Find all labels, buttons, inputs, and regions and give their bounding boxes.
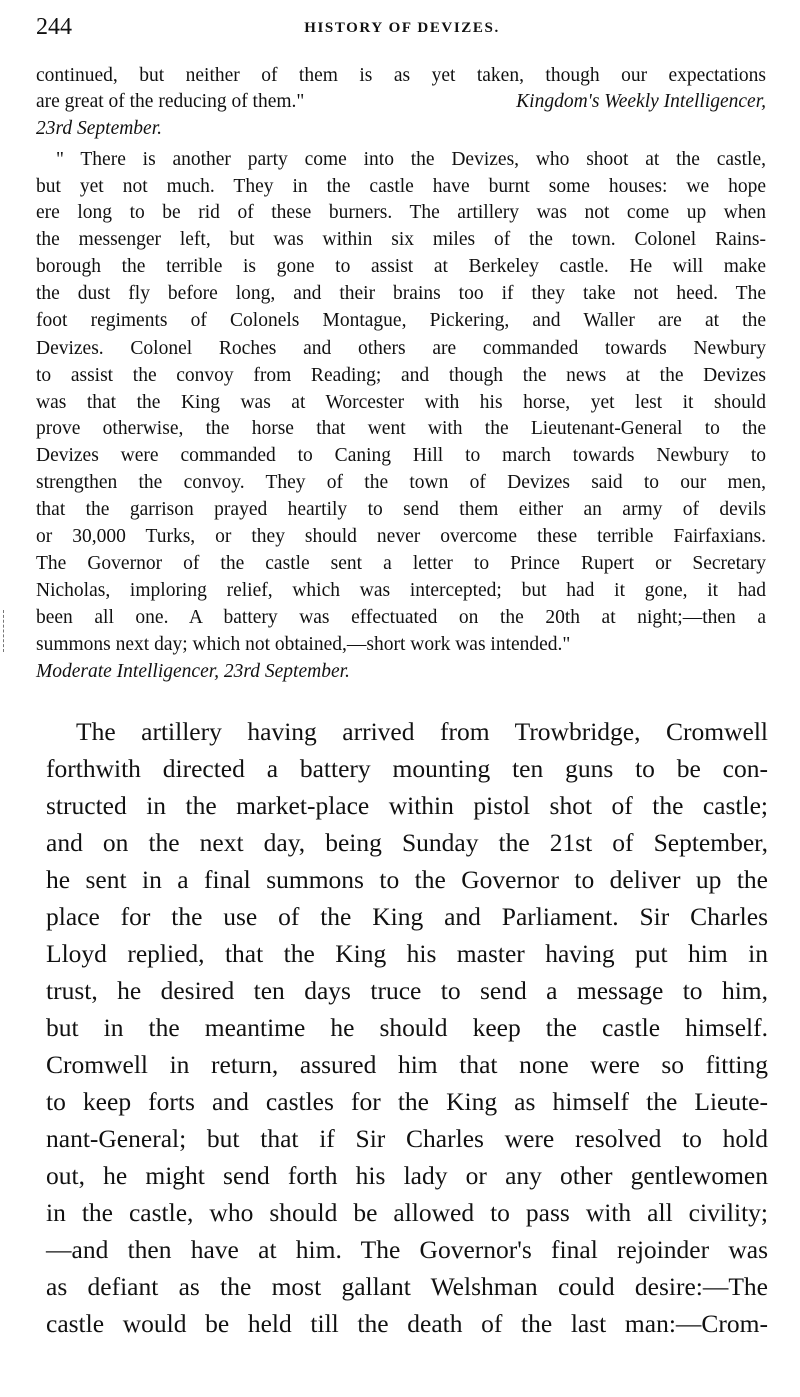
body-line: forthwith directed a battery mounting ten guns to be con- (46, 754, 768, 783)
quote-line: strengthen the convoy. They of the town of Devizes said to our men, (36, 472, 766, 493)
quote-line: Nicholas, imploring relief, which was intercepted; but had it gone, it had (36, 580, 766, 601)
body-line: Lloyd replied, that the King his master having put him in (46, 939, 768, 968)
quote-line: was that the King was at Worcester with his horse, yet lest it should (36, 392, 766, 413)
page-header (36, 12, 768, 42)
source-citation: Moderate Intelligencer, 23rd September. (36, 661, 350, 682)
quote-line: prove otherwise, the horse that went with the Lieutenant-General to the (36, 418, 766, 439)
quote-line: Devizes. Colonel Roches and others are commanded towards Newbury (36, 338, 766, 359)
body-line: The artillery having arrived from Trowbridge, Cromwell (76, 717, 768, 746)
body-line: to keep forts and castles for the King as himself the Lieute- (46, 1087, 768, 1116)
body-line: as defiant as the most gallant Welshman could desire:—The (46, 1272, 768, 1301)
body-line: but in the meantime he should keep the castle himself. (46, 1013, 768, 1042)
quote-line: ere long to be rid of these burners. The artillery was not come up when (36, 202, 766, 223)
source-citation: Kingdom's Weekly Intelligencer, (516, 91, 766, 112)
source-citation: 23rd September. (36, 118, 163, 139)
body-line: in the castle, who should be allowed to pass with all civility; (46, 1198, 768, 1227)
body-line: nant-General; but that if Sir Charles were resolved to hold (46, 1124, 768, 1153)
quote-line: the dust fly before long, and their brains too if they take not heed. The (36, 283, 766, 304)
quote-line: been all one. A battery was effectuated on the 20th at night;—then a (36, 607, 766, 628)
running-title: HISTORY OF DEVIZES. (304, 20, 500, 36)
quote-line: foot regiments of Colonels Montague, Pickering, and Waller are at the (36, 310, 766, 331)
margin-mark (3, 610, 5, 652)
quote-line: " There is another party come into the Devizes, who shoot at the castle, (56, 149, 766, 170)
body-line: place for the use of the King and Parliament. Sir Charles (46, 902, 768, 931)
body-line: trust, he desired ten days truce to send a message to him, (46, 976, 768, 1005)
quote-line: Devizes were commanded to Caning Hill to march towards Newbury to (36, 445, 766, 466)
quote-line: that the garrison prayed heartily to send them either an army of devils (36, 499, 766, 520)
body-line: castle would be held till the death of the last man:—Crom- (46, 1309, 768, 1338)
quote-line-text: are great of the reducing of them." (36, 91, 305, 112)
quote-line: borough the terrible is gone to assist at Berkeley castle. He will make (36, 256, 766, 277)
body-line: out, he might send forth his lady or any other gentlewomen (46, 1161, 768, 1190)
quote-line: or 30,000 Turks, or they should never overcome these terrible Fairfaxians. (36, 526, 766, 547)
quote-line: but yet not much. They in the castle have burnt some houses: we hope (36, 176, 766, 197)
page-number: 244 (36, 14, 72, 40)
quote-line: summons next day; which not obtained,—short work was intended." (36, 634, 571, 655)
body-line: —and then have at him. The Governor's final rejoinder was (46, 1235, 768, 1264)
quote-line: the messenger left, but was within six miles of the town. Colonel Rains- (36, 229, 766, 250)
quote-line: to assist the convoy from Reading; and though the news at the Devizes (36, 365, 766, 386)
quote-line: continued, but neither of them is as yet taken, though our expectations (36, 65, 766, 86)
quote-line: The Governor of the castle sent a letter to Prince Rupert or Secretary (36, 553, 766, 574)
body-line: he sent in a final summons to the Governor to deliver up the (46, 865, 768, 894)
body-line: Cromwell in return, assured him that none were so fitting (46, 1050, 768, 1079)
body-line: structed in the market-place within pistol shot of the castle; (46, 791, 768, 820)
quote-line (36, 89, 766, 115)
body-line: and on the next day, being Sunday the 21st of September, (46, 828, 768, 857)
